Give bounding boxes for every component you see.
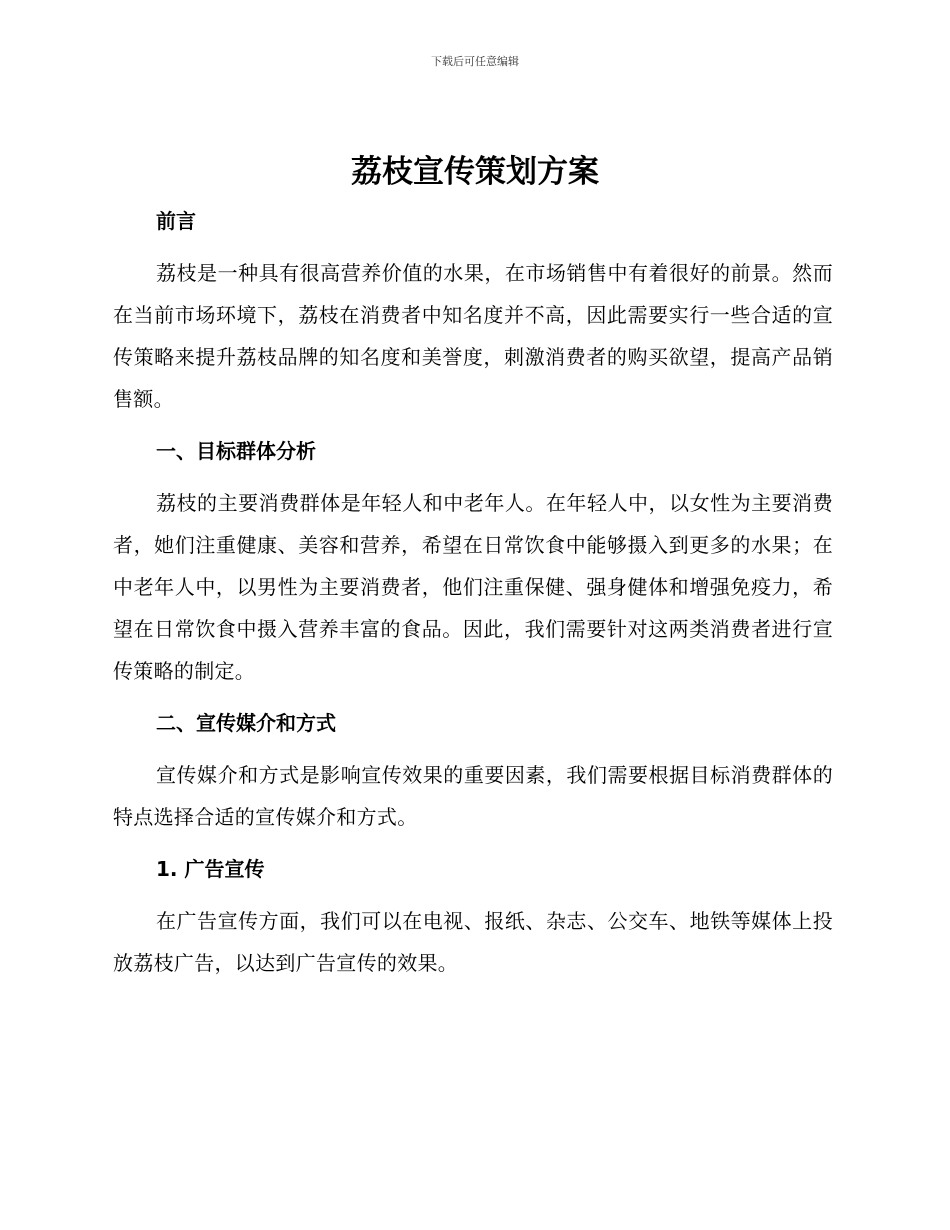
section-paragraph: 宣传媒介和方式是影响宣传效果的重要因素，我们需要根据目标消费群体的特点选择合适的宣传媒介和方式。: [113, 763, 833, 829]
section-advertising: [113, 848, 833, 984]
section-paragraph: 在广告宣传方面，我们可以在电视、报纸、杂志、公交车、地铁等媒体上投放荔枝广告，以达到广告宣传的效果。: [113, 909, 833, 975]
section-heading: 二、宣传媒介和方式: [156, 711, 336, 735]
section-preface: [113, 200, 833, 420]
section-heading: 前言: [156, 209, 196, 233]
section-paragraph: 荔枝是一种具有很高营养价值的水果，在市场销售中有着很好的前景。然而在当前市场环境下，荔枝在消费者中知名度并不高，因此需要实行一些合适的宣传策略来提升荔枝品牌的知名度和美誉度，刺激消费者的购买欲望，提高产品销售额。: [113, 261, 833, 411]
section-paragraph: 荔枝的主要消费群体是年轻人和中老年人。在年轻人中，以女性为主要消费者，她们注重健康、美容和营养，希望在日常饮食中能够摄入到更多的水果；在中老年人中，以男性为主要消费者，他们注重保健、强身健体和增强免疫力，希望在日常饮食中摄入营养丰富的食品。因此，我们需要针对这两类消费者进行宣传策略的制定。: [113, 491, 833, 683]
section-media-methods: [113, 702, 833, 838]
document-title: 荔枝宣传策划方案: [351, 154, 599, 190]
document-body: [113, 200, 833, 994]
section-heading: 1. 广告宣传: [156, 857, 265, 881]
section-heading: 一、目标群体分析: [156, 439, 316, 463]
section-target-group: [113, 430, 833, 692]
header-note: 下载后可任意编辑: [431, 55, 519, 68]
